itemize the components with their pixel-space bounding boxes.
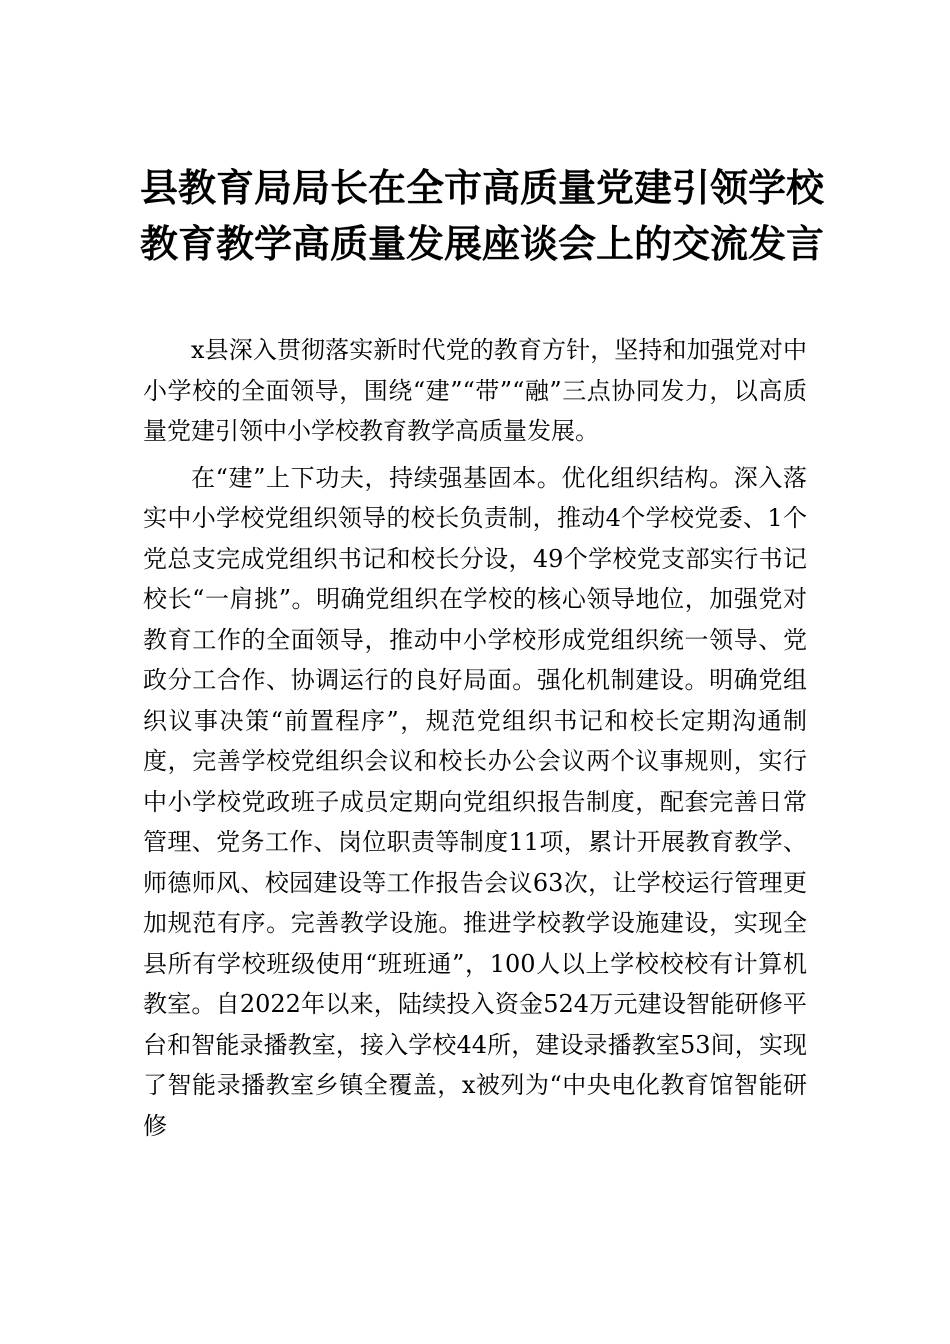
body-paragraph: x县深入贯彻落实新时代党的教育方针，坚持和加强党对中小学校的全面领导，围绕“建”“带”“融”三点协同发力，以高质量党建引领中小学校教育教学高质量发展。 bbox=[143, 336, 807, 445]
document-title bbox=[140, 160, 825, 272]
document-body bbox=[143, 330, 807, 1146]
title-line-1: 县教育局局长在全市高质量党建引领学校 bbox=[140, 165, 825, 210]
body-paragraph: 在“建”上下功夫，持续强基固本。优化组织结构。深入落实中小学校党组织领导的校长负责制，推动4个学校党委、1个党总支完成党组织书记和校长分设，49个学校党支部实行书记校长“一肩挑”。明确党组织在学校的核心领导地位，加强党对教育工作的全面领导，推动中小学校形成党组织统一领导、党政分工合作、协调运行的良好局面。强化机制建设。明确党组织议事决策“前置程序”，规范党组织书记和校长定期沟通制度，完善学校党组织会议和校长办公会议两个议事规则，实行中小学校党政班子成员定期向党组织报告制度，配套完善日常管理、党务工作、岗位职责等制度11项，累计开展教育教学、师德师风、校园建设等工作报告会议63次，让学校运行管理更加规范有序。完善教学设施。推进学校教学设施建设，实现全县所有学校班级使用“班班通”，100人以上学校校校有计算机教室。自2022年以来，陆续投入资金524万元建设智能研修平台和智能录播教室，接入学校44所，建设录播教室53间，实现了智能录播教室乡镇全覆盖，x被列为“中央电化教育馆智能研修 bbox=[143, 463, 807, 1140]
title-line-2: 教育教学高质量发展座谈会上的交流发言 bbox=[140, 221, 825, 266]
